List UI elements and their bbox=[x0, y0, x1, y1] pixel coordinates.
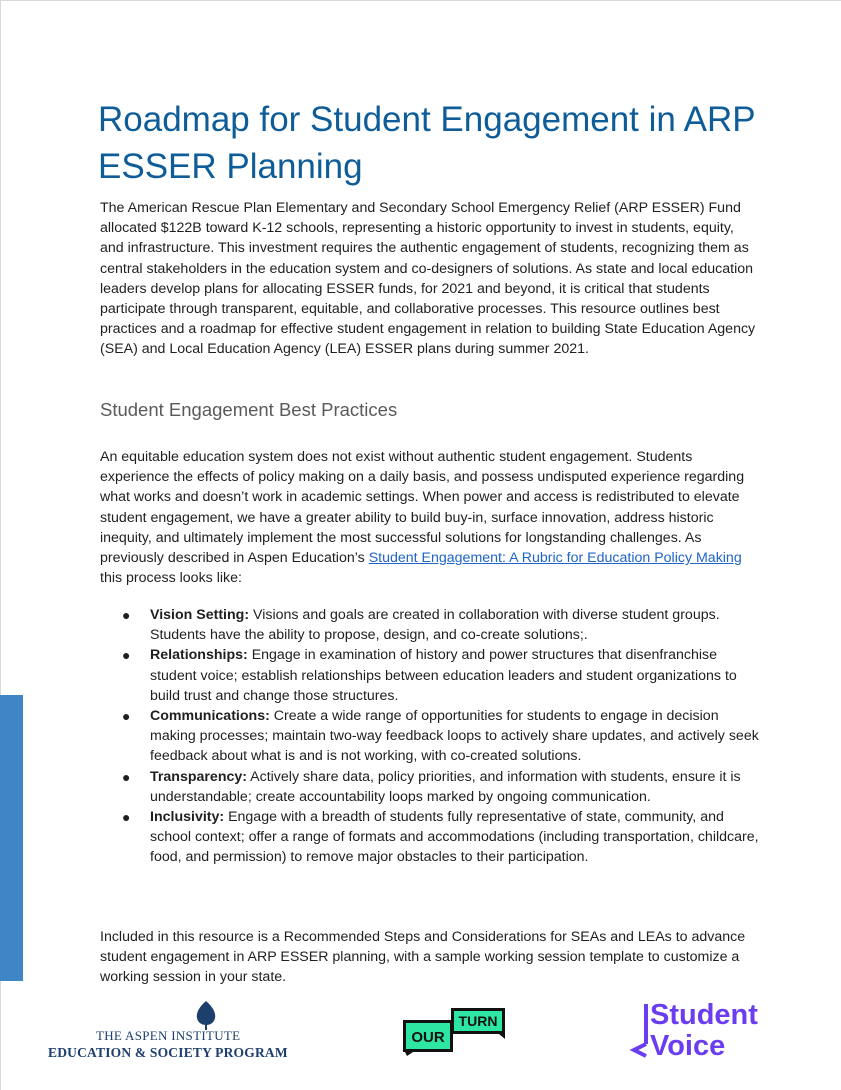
closing-paragraph: Included in this resource is a Recommended Steps and Considerations for SEAs and LEAs to advance student engagement in ARP ESSER planning, with a sample working session template to customize a working session in your state. bbox=[100, 929, 746, 986]
student-voice-wordmark bbox=[650, 1000, 758, 1062]
section-heading: Student Engagement Best Practices bbox=[100, 399, 398, 420]
aspen-program-name: EDUCATION & SOCIETY PROGRAM bbox=[48, 1045, 288, 1060]
our-turn-word-turn: TURN bbox=[458, 1013, 498, 1029]
bullet-symbol: ● bbox=[122, 607, 131, 623]
document-title: Roadmap for Student Engagement in ARP ESSER Planning bbox=[98, 100, 756, 186]
bullet-term: Vision Setting: bbox=[150, 607, 250, 623]
bullet-term: Transparency: bbox=[150, 768, 247, 785]
list-item bbox=[100, 807, 760, 868]
bullet-term: Relationships: bbox=[150, 647, 248, 664]
bullet-symbol: ● bbox=[122, 708, 131, 725]
bullet-text: Engage with a breadth of students fully representative of state, community, and school context; offer a range of formats and accommodations (including transportation, childcare, food, and permission) to remove major obstacles to their participation. bbox=[150, 809, 759, 866]
student-voice-line2: Voice bbox=[650, 1030, 726, 1062]
side-accent-bar bbox=[0, 695, 23, 981]
best-practices-list bbox=[100, 605, 760, 868]
bullet-text: Create a wide range of opportunities for students to engage in decision making processes; maintain two-way feedback loops to actively share updates, and actively seek feedback about what is and is not working, with co-created solutions. bbox=[150, 708, 759, 765]
aspen-leaf-icon bbox=[195, 1000, 217, 1030]
bullet-text: Actively share data, policy priorities, and information with students, ensure it is understandable; create accountability loops marked by ongoing communication. bbox=[150, 768, 741, 805]
body-text-after-link: this process looks like: bbox=[100, 570, 242, 587]
our-turn-word-our: OUR bbox=[411, 1029, 445, 1046]
bullet-symbol: ● bbox=[122, 809, 131, 826]
best-practices-paragraph bbox=[100, 447, 750, 588]
body-text-before-link: An equitable education system does not exist without authentic student engagement. Students experience the effects of policy making on a daily basis, and possess undisputed experience regarding what works and doesn’t work in academic settings. When power and access is redistributed to elevate student engagement, we have a greater ability to build buy-in, surface innovation, address historic inequity, and ultimately implement the most successful solutions for longstanding challenges. As previously described in Aspen Education’s bbox=[100, 449, 745, 567]
student-voice-logo bbox=[628, 1000, 798, 1062]
rubric-link[interactable]: Student Engagement: A Rubric for Education Policy Making bbox=[368, 550, 742, 567]
bullet-text: Engage in examination of history and power structures that disenfranchise student voice; establish relationships between education leaders and student organizations to build trust and change those structures. bbox=[150, 647, 737, 704]
bullet-term: Inclusivity: bbox=[150, 809, 225, 826]
bullet-symbol: ● bbox=[122, 768, 131, 785]
student-voice-line1: Student bbox=[650, 999, 758, 1031]
list-item bbox=[100, 645, 760, 706]
aspen-institute-logo bbox=[44, 1000, 292, 1064]
list-item bbox=[100, 605, 760, 645]
bullet-symbol: ● bbox=[122, 647, 131, 664]
list-item bbox=[100, 767, 760, 807]
bullet-text: Visions and goals are created in collaboration with diverse student groups. Students have the ability to propose, design, and co-create solutions;. bbox=[150, 607, 720, 644]
list-item bbox=[100, 706, 760, 767]
intro-paragraph: The American Rescue Plan Elementary and Secondary School Emergency Relief (ARP ESSER) Fund allocated $122B toward K-12 schools, representing a historic opportunity to invest in students, equity, and infrastructure. This investment requires the authentic engagement of students, recognizing them as central stakeholders in the education system and co-designers of solutions. As state and local education leaders develop plans for allocating ESSER funds, for 2021 and beyond, it is critical that students participate through transparent, equitable, and collaborative processes. This resource outlines best practices and a roadmap for effective student engagement in relation to building State Education Agency (SEA) and Local Education Agency (LEA) ESSER plans during summer 2021. bbox=[100, 200, 756, 358]
page-top-edge bbox=[0, 0, 841, 1]
aspen-institute-name: THE ASPEN INSTITUTE bbox=[96, 1028, 241, 1043]
bullet-term: Communications: bbox=[150, 708, 270, 725]
our-turn-logo bbox=[403, 1006, 507, 1056]
